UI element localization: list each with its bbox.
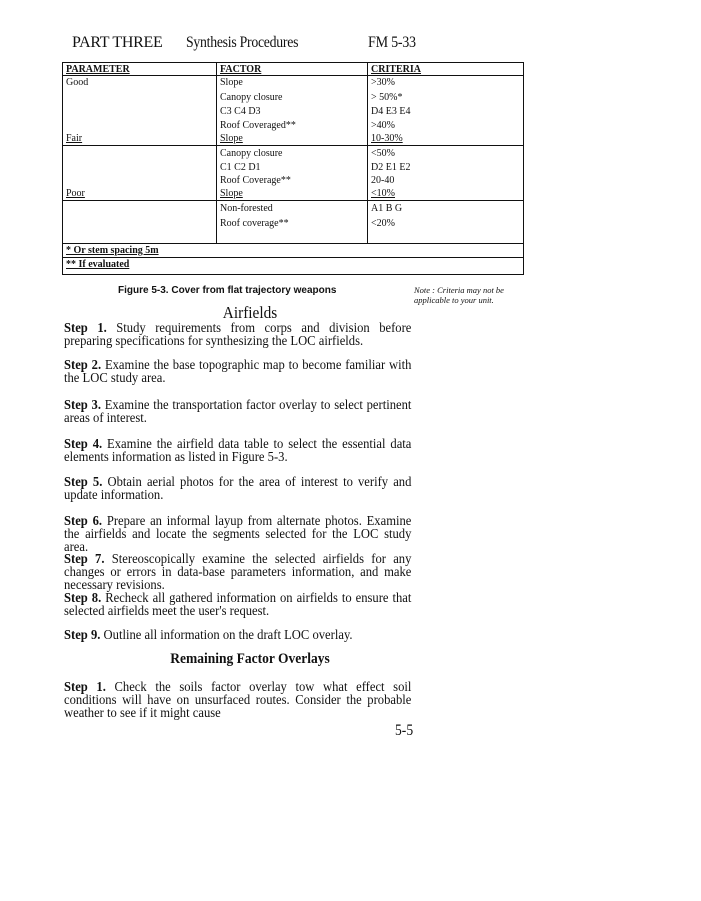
cover-criteria-table <box>62 62 524 275</box>
criteria-cell: A1 B G <box>371 203 403 214</box>
step-label: Step 1. <box>64 680 106 695</box>
airfields-step <box>64 476 411 502</box>
airfields-step <box>64 515 411 554</box>
step-label: Step 9. <box>64 628 101 643</box>
parameter-good: Good <box>66 77 89 88</box>
table-divider <box>63 243 523 244</box>
factor-cell: Slope <box>220 188 243 199</box>
step-text: Check the soils factor overlay tow what effect soil conditions will have on unsurfaced routes. Consider the probable weather to see if it might cause <box>64 680 412 721</box>
step-label: Step 8. <box>64 591 102 606</box>
airfields-step <box>64 553 411 592</box>
factor-cell: Canopy closure <box>220 92 283 103</box>
step-label: Step 6. <box>64 514 103 529</box>
factor-cell: C3 C4 D3 <box>220 106 261 117</box>
column-header-factor: FACTOR <box>220 64 262 75</box>
criteria-cell: 10-30% <box>371 133 403 144</box>
step-label: Step 1. <box>64 321 107 336</box>
figure-note: Note : Criteria may not be applicable to your unit. <box>414 285 504 305</box>
table-divider <box>367 63 368 243</box>
airfields-step <box>64 399 411 425</box>
step-text: Examine the airfield data table to select the essential data elements information as listed in Figure 5-3. <box>64 437 412 465</box>
step-text: Examine the transportation factor overlay to select pertinent areas of interest. <box>64 398 412 426</box>
criteria-cell: <50% <box>371 148 395 159</box>
header-section: Synthesis Procedures <box>186 34 299 51</box>
step-text: Examine the base topographic map to become familiar with the LOC study area. <box>64 358 412 386</box>
step-label: Step 7. <box>64 552 105 567</box>
step-text: Outline all information on the draft LOC overlay. <box>100 628 353 643</box>
airfields-step <box>64 322 411 348</box>
criteria-cell: <20% <box>371 218 395 229</box>
table-footnote: ** If evaluated <box>66 259 130 270</box>
table-footnote: * Or stem spacing 5m <box>66 245 159 256</box>
step-label: Step 2. <box>64 358 102 373</box>
figure-caption: Figure 5-3. Cover from flat trajectory weapons <box>118 285 337 296</box>
section-title-remaining-factor-overlays: Remaining Factor Overlays <box>170 651 330 667</box>
factor-cell: Roof Coverage** <box>220 175 291 186</box>
airfields-step <box>64 438 411 464</box>
section-title-airfields: Airfields <box>222 303 278 322</box>
header-manual-number: FM 5-33 <box>368 34 416 51</box>
page-number: 5-5 <box>395 722 414 739</box>
step-label: Step 5. <box>64 475 103 490</box>
factor-cell: C1 C2 D1 <box>220 162 261 173</box>
criteria-cell: D4 E3 E4 <box>371 106 411 117</box>
step-text: Recheck all gathered information on airfields to ensure that selected airfields meet the user's request. <box>64 591 412 619</box>
factor-cell: Slope <box>220 77 243 88</box>
airfields-step <box>64 359 411 385</box>
factor-cell: Roof Coveraged** <box>220 120 296 131</box>
step-label: Step 3. <box>64 398 101 413</box>
table-divider <box>63 145 523 146</box>
factor-cell: Slope <box>220 133 243 144</box>
parameter-fair: Fair <box>66 133 83 144</box>
factor-cell: Non-forested <box>220 203 273 214</box>
factor-cell: Canopy closure <box>220 148 283 159</box>
step-text: Obtain aerial photos for the area of interest to verify and update information. <box>64 475 412 503</box>
column-header-parameter: PARAMETER <box>66 64 130 75</box>
criteria-cell: D2 E1 E2 <box>371 162 411 173</box>
table-divider <box>216 63 217 243</box>
table-divider <box>63 200 523 201</box>
table-divider <box>63 75 523 76</box>
step-text: Study requirements from corps and division before preparing specifications for synthesizing the LOC airfields. <box>64 321 412 349</box>
step-text: Prepare an informal layup from alternate photos. Examine the airfields and locate the segments selected for the LOC study area. <box>64 514 412 555</box>
airfields-step <box>64 592 411 618</box>
factor-cell: Roof coverage** <box>220 218 289 229</box>
header-part: PART THREE <box>72 34 163 51</box>
step-label: Step 4. <box>64 437 103 452</box>
table-divider <box>63 257 523 258</box>
column-header-criteria: CRITERIA <box>371 64 422 75</box>
airfields-step <box>64 629 411 642</box>
criteria-cell: 20-40 <box>371 175 395 186</box>
remaining-step <box>64 681 411 720</box>
criteria-cell: > 50%* <box>371 92 403 103</box>
parameter-poor: Poor <box>66 188 85 199</box>
criteria-cell: >30% <box>371 77 395 88</box>
criteria-cell: <10% <box>371 188 395 199</box>
criteria-cell: >40% <box>371 120 395 131</box>
step-text: Stereoscopically examine the selected airfields for any changes or errors in data-base parameters information, and make necessary revisions. <box>64 552 412 593</box>
